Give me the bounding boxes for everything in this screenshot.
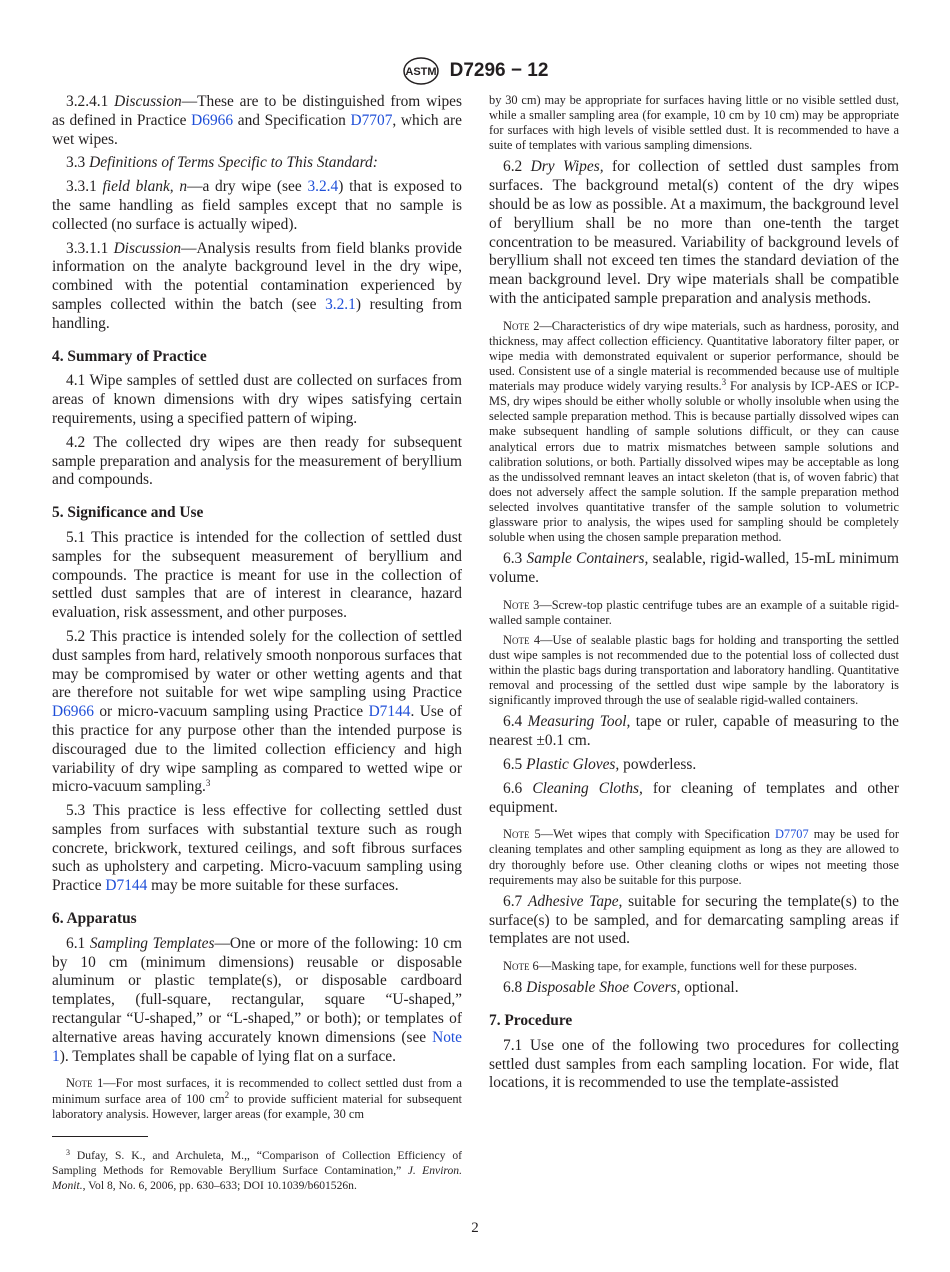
- text-run: by 30 cm) may be appropriate for surfaces having little or no visible settled dust, while a smaller sampling area (for example, 10 cm by 10 cm) may be appropriate for surfaces with high levels of visible settled dust. It is recommended to have a suite of templates with various sampling dimensions.: [489, 93, 899, 153]
- cross-reference-link[interactable]: D7707: [774, 827, 809, 842]
- italic-term: Sampling Templates: [89, 934, 215, 952]
- footnote-rule: [52, 1136, 148, 1137]
- text-run: 2—Characteristics of dry wipe materials, such as hardness, porosity, and thickness, may affect collection efficiency. Quantitative laboratory filter paper, or wipe media with demonstrated equivalent or superior performance, should be used. Consistent use of a single material is recommended because use of multiple materials may produce widely varying results.: [489, 318, 899, 394]
- text-run: 5. Significance and Use: [52, 504, 204, 522]
- note: [489, 319, 899, 545]
- cross-reference-link[interactable]: 3.2.1: [325, 295, 356, 313]
- text-run: 6.8: [503, 979, 527, 997]
- paragraph: [52, 93, 462, 149]
- text-run: 6.6: [503, 779, 533, 797]
- text-run: —Analysis results from field blanks provide information on the analyte background level in the dry wipe, combined with the potential contamination experienced by samples collected within the batch (see: [52, 239, 463, 313]
- text-run: optional.: [680, 979, 739, 997]
- italic-term: Discussion: [113, 239, 182, 257]
- astm-logo-icon: [402, 56, 440, 86]
- italic-term: Measuring Tool,: [527, 713, 631, 731]
- text-run: 6.4: [503, 713, 528, 731]
- italic-term: Discussion: [114, 93, 182, 110]
- note-label: Note: [503, 318, 530, 333]
- paragraph: [489, 780, 899, 818]
- text-run: 1—For most surfaces, it is recommended to collect settled dust from a minimum surface area of 100 cm: [52, 1076, 462, 1106]
- italic-term: Adhesive Tape,: [527, 892, 623, 910]
- text-run: 3.3.1: [66, 178, 103, 196]
- paragraph: [52, 154, 462, 173]
- text-run: to provide sufficient material for subsequent laboratory analysis. However, larger areas (for example, 30 cm: [52, 1091, 462, 1121]
- cross-reference-link[interactable]: D6966: [52, 703, 94, 721]
- svg-text:ASTM: ASTM: [405, 66, 437, 78]
- text-run: ) resulting from handling.: [52, 295, 462, 332]
- italic-term: field blank, n: [102, 178, 188, 196]
- text-run: may be more suitable for these surfaces.: [147, 877, 399, 895]
- text-run: 4—Use of sealable plastic bags for holding and transporting the settled dust wipe samples is not recommended due to the potential loss of collected dust within the plastic bags during transportation and laboratory handling. Quantitative removal and processing of the settled dust wipe sample by the laboratory is significantly improved through the use of sealable rigid-walled containers.: [489, 632, 899, 708]
- italic-term: Disposable Shoe Covers,: [526, 979, 681, 997]
- text-run: 3: [66, 1148, 70, 1157]
- text-run: 7.1 Use one of the following two procedures for collecting settled dust samples from each sampling location. For wide, flat locations, it is recommended to use the template-assisted: [489, 1036, 899, 1092]
- section-heading: [52, 504, 462, 523]
- cross-reference-link[interactable]: D7144: [105, 877, 148, 895]
- text-run: 6.1: [66, 934, 90, 952]
- text-run: ). Templates shall be capable of lying flat on a surface.: [59, 1047, 396, 1065]
- text-run: for collection of settled dust samples from surfaces. The background metal(s) content of the dry wipes should be as low as possible. At a maximum, the background level of beryllium shall be no more than one-tenth the target concentration to be measured. Variability of background levels of beryllium shall not exceed ten times the standard deviation of the mean background level. Dry wipe materials shall be compatible with the anticipated sample preparation and analysis methods.: [489, 158, 899, 307]
- text-run: , Vol 8, No. 6, 2006, pp. 630–633; DOI 10.1039/b601526n.: [82, 1179, 357, 1192]
- text-run: 6—Masking tape, for example, functions well for these purposes.: [529, 959, 858, 974]
- text-run: sealable, rigid-walled, 15-mL minimum volume.: [489, 550, 899, 586]
- superscript: 2: [224, 1089, 230, 1100]
- text-run: 4.1 Wipe samples of settled dust are collected on surfaces from areas of known dimensions with dry wipes satisfying certain requirements, using a specified pattern of wiping.: [52, 372, 462, 427]
- paragraph: [52, 935, 462, 1067]
- paragraph: [489, 713, 899, 751]
- text-run: For analysis by ICP-AES or ICP-MS, dry wipes should be either wholly soluble or wholly insoluble when using the selected sample preparation method. This is because partially dissolved wipes can make subsequent handling of sample solutions difficult, or they can cause analytical errors due to matrix mismatches between sample solutions and calibration solutions, or both. Partially dissolved wipes may be acceptable as long as the undissolved remnant leaves an intact skeleton (that is, of woven fabric) that does not adversely affect the sample solution. If the sample preparation method selected involves quantitative transfer of the sample solution to volumetric glassware prior to analysis, the wipes used for sampling should be completely soluble when using the chosen sample preparation method.: [489, 379, 899, 545]
- text-run: 3.3.1.1: [66, 239, 114, 257]
- text-run: —These are to be distinguished from wipes as defined in Practice: [52, 93, 463, 129]
- page-number: 2: [471, 1220, 479, 1236]
- text-run: —One or more of the following: 10 cm by 10 cm (minimum dimensions) reusable or disposable aluminum or plastic template(s), or disposable cardboard templates, (full-square, rectangular, square “U-shaped,” rectangular “U-shaped,” or “L-shaped,” or both); or templates of alternative areas having accurately known dimensions (see: [52, 934, 462, 1046]
- text-run: 6.7: [503, 892, 528, 910]
- paragraph: [489, 550, 899, 588]
- text-run: tape or ruler, capable of measuring to the nearest ±0.1 cm.: [489, 713, 899, 750]
- note: [489, 93, 899, 153]
- note-label: Note: [503, 597, 530, 612]
- text-run: 3.2.4.1: [66, 93, 115, 110]
- text-run: 5—Wet wipes that comply with Specification: [529, 827, 775, 842]
- section-heading: [52, 348, 462, 367]
- italic-term: J. Environ. Monit.: [52, 1164, 462, 1192]
- cross-reference-link[interactable]: D7144: [368, 703, 411, 721]
- cross-reference-link[interactable]: D6966: [191, 111, 234, 129]
- note: [489, 959, 899, 974]
- cross-reference-link[interactable]: 3.2.4: [307, 178, 339, 196]
- italic-term: Definitions of Terms Specific to This Standard:: [89, 154, 378, 172]
- text-run: or micro-vacuum sampling using Practice: [93, 703, 369, 721]
- superscript: 3: [721, 377, 727, 388]
- paragraph: [52, 529, 462, 623]
- text-run: 3.3: [66, 154, 90, 172]
- note: [489, 633, 899, 708]
- text-run: for cleaning of templates and other equipment.: [489, 779, 899, 816]
- footnote: [52, 1136, 462, 1198]
- note: [489, 598, 899, 628]
- text-run: 4.2 The collected dry wipes are then ready for subsequent sample preparation and analysis for the measurement of beryllium and compounds.: [52, 433, 462, 489]
- left-column: [52, 93, 462, 1127]
- cross-reference-link[interactable]: D7707: [350, 111, 393, 129]
- italic-term: Cleaning Cloths,: [532, 779, 643, 797]
- paragraph: [52, 372, 462, 428]
- paragraph: [489, 979, 899, 998]
- italic-term: Sample Containers,: [526, 550, 649, 568]
- italic-term: Plastic Gloves,: [526, 756, 620, 773]
- note: [52, 1076, 462, 1121]
- paragraph: [52, 240, 462, 334]
- italic-term: Dry Wipes,: [530, 158, 604, 176]
- paragraph: [52, 178, 462, 234]
- text-run: —a dry wipe (see: [187, 178, 308, 196]
- text-run: 7. Procedure: [489, 1012, 573, 1030]
- text-run: 5.1 This practice is intended for the collection of settled dust samples for the subsequent measurement of beryllium and compounds. The practice is meant for use in the collection of settled dust samples that are of interest in clearance, hazard evaluation, risk assessment, and other purposes.: [52, 528, 462, 622]
- text-run: powderless.: [619, 756, 697, 773]
- designation: D7296 − 12: [449, 60, 549, 81]
- text-run: 6.2: [503, 158, 531, 176]
- paragraph: [52, 802, 462, 896]
- note-label: Note: [503, 959, 530, 974]
- paragraph: [52, 434, 462, 490]
- footnote-text: [52, 1145, 462, 1193]
- text-run: 6.3: [503, 550, 527, 568]
- note-label: Note: [503, 827, 530, 842]
- paragraph: [489, 893, 899, 949]
- paragraph: [489, 1037, 899, 1093]
- section-heading: [52, 910, 462, 929]
- text-run: may be used for cleaning templates and other sampling equipment as long as they are allowed to dry thoroughly before use. Other cleaning cloths or wipes not meeting those requirements may also be suitable for this purpose.: [489, 827, 899, 887]
- text-run: 3—Screw-top plastic centrifuge tubes are an example of a suitable rigid-walled sample container.: [489, 597, 899, 627]
- document-header: [0, 56, 950, 86]
- note-label: Note: [66, 1076, 93, 1091]
- text-run: , which are wet wipes.: [52, 111, 462, 148]
- text-run: suitable for securing the template(s) to the surface(s) to be sampled, and for demarcating sampling areas if templates are not used.: [489, 892, 899, 948]
- text-run: 5.2 This practice is intended solely for the collection of settled dust samples from hard, relatively smooth nonporous surfaces that may be compromised by water or other wetting agents and that are therefore not suitable for wet wipe sampling using Practice: [52, 627, 462, 702]
- text-run: and Specification: [233, 111, 351, 129]
- section-heading: [489, 1012, 899, 1031]
- superscript: 3: [205, 778, 211, 789]
- paragraph: [489, 158, 899, 308]
- right-column: [489, 93, 899, 1098]
- text-run: ) that is exposed to the same handling as field samples except that no sample is collected (no surface is actually wiped).: [52, 178, 463, 233]
- text-run: 5.3 This practice is less effective for collecting settled dust samples from surfaces with substantial texture such as rough concrete, brickwork, textured ceilings, and soft fibrous surfaces such as upholstery and carpeting. Micro-vacuum sampling using Practice: [52, 802, 462, 895]
- note-label: Note: [503, 632, 530, 647]
- text-run: 6.5: [503, 756, 527, 773]
- text-run: Dufay, S. K., and Archuleta, M.,, “Comparison of Collection Efficiency of Sampling Methods for Removable Beryllium Surface Contamination,”: [52, 1149, 462, 1177]
- note: [489, 827, 899, 887]
- text-run: 6. Apparatus: [52, 910, 137, 928]
- text-run: 4. Summary of Practice: [52, 347, 207, 365]
- paragraph: [52, 628, 462, 797]
- cross-reference-link[interactable]: Note 1: [52, 1028, 462, 1065]
- text-run: . Use of this practice for any purpose other than the intended purpose is discouraged due to the limited collection efficiency and high variability of dry wipe sampling as compared to wetted wipe or micro-vacuum sampling.: [52, 703, 462, 796]
- paragraph: [489, 756, 899, 775]
